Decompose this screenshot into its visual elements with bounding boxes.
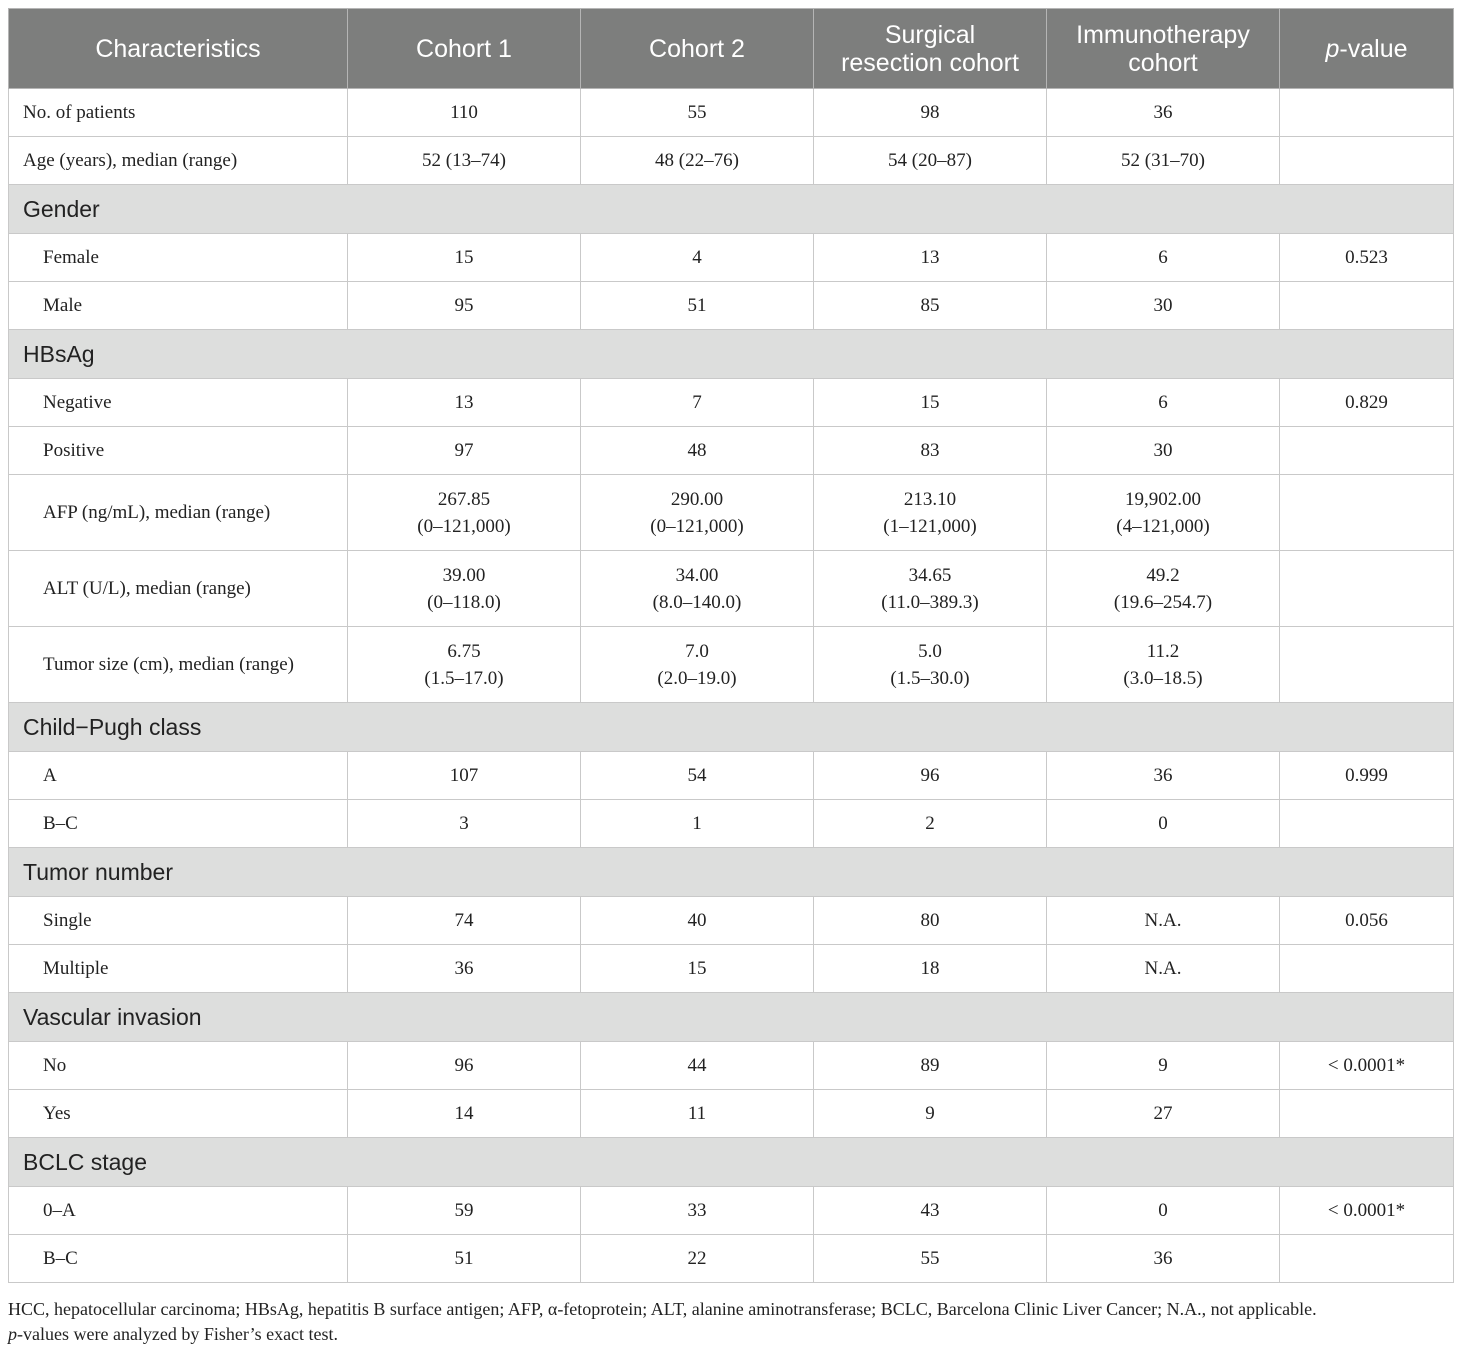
- cell-immunotherapy: 0: [1047, 800, 1280, 848]
- cell-cohort-2: [581, 475, 814, 551]
- cell-surgical-resection: [814, 475, 1047, 551]
- row-label: Single: [9, 897, 348, 945]
- header-surgical-line2: resection cohort: [841, 48, 1019, 77]
- cell-surgical-resection: 13: [814, 234, 1047, 282]
- table-row: [9, 379, 1454, 427]
- cell-immunotherapy: 30: [1047, 427, 1280, 475]
- header-row: [9, 9, 1454, 89]
- cell-cohort-2: [581, 551, 814, 627]
- cell-range: (1–121,000): [883, 515, 977, 537]
- cell-cohort-2: 22: [581, 1235, 814, 1283]
- footnote-abbreviations: HCC, hepatocellular carcinoma; HBsAg, hepatitis B surface antigen; AFP, α-fetoprotein; ALT, alanine aminotransferase; BCLC, Barcelona Clinic Liver Cancer; N.A., not applicable.: [8, 1299, 1317, 1319]
- cell-surgical-resection: 54 (20–87): [814, 137, 1047, 185]
- cell-cohort-1: 95: [348, 282, 581, 330]
- cell-cohort-2: 1: [581, 800, 814, 848]
- cell-range: (3.0–18.5): [1123, 667, 1203, 689]
- cell-surgical-resection: 2: [814, 800, 1047, 848]
- header-cohort-2: Cohort 2: [581, 9, 814, 89]
- cell-p-value: [1280, 800, 1454, 848]
- cell-surgical-resection: [814, 627, 1047, 703]
- cell-p-value: [1280, 282, 1454, 330]
- cell-cohort-1: 96: [348, 1042, 581, 1090]
- cell-p-value: [1280, 1235, 1454, 1283]
- cell-surgical-resection: 83: [814, 427, 1047, 475]
- cell-range: (2.0–19.0): [657, 667, 737, 689]
- table-row: [9, 234, 1454, 282]
- header-surgical-line1: Surgical: [884, 20, 976, 49]
- row-label: Female: [9, 234, 348, 282]
- table-row: [9, 945, 1454, 993]
- cell-p-value: [1280, 945, 1454, 993]
- cell-cohort-1: 52 (13–74): [348, 137, 581, 185]
- cell-median: 7.0: [685, 640, 709, 662]
- cell-cohort-2: 48: [581, 427, 814, 475]
- cell-median: 34.00: [675, 564, 719, 586]
- cell-cohort-2: 33: [581, 1187, 814, 1235]
- header-p-value: [1280, 9, 1454, 89]
- row-label: 0–A: [9, 1187, 348, 1235]
- table-body: [9, 89, 1454, 1283]
- cell-immunotherapy: [1047, 551, 1280, 627]
- cell-median: 49.2: [1146, 564, 1180, 586]
- cell-surgical-resection: 85: [814, 282, 1047, 330]
- row-label: Negative: [9, 379, 348, 427]
- table-row: [9, 1235, 1454, 1283]
- table-row: [9, 752, 1454, 800]
- table-row: [9, 1042, 1454, 1090]
- table-row: [9, 551, 1454, 627]
- cell-immunotherapy: 36: [1047, 89, 1280, 137]
- section-row: [9, 848, 1454, 897]
- cell-range: (0–121,000): [417, 515, 511, 537]
- row-label: Tumor size (cm), median (range): [9, 627, 348, 703]
- cell-p-value: [1280, 551, 1454, 627]
- cell-surgical-resection: 43: [814, 1187, 1047, 1235]
- cell-cohort-2: 15: [581, 945, 814, 993]
- header-p-rest: -value: [1339, 34, 1408, 63]
- row-label: AFP (ng/mL), median (range): [9, 475, 348, 551]
- cell-immunotherapy: [1047, 627, 1280, 703]
- cell-cohort-1: 3: [348, 800, 581, 848]
- cell-cohort-1: [348, 627, 581, 703]
- table-row: [9, 427, 1454, 475]
- cell-immunotherapy: 30: [1047, 282, 1280, 330]
- cell-p-value: 0.056: [1280, 897, 1454, 945]
- section-label: HBsAg: [9, 330, 1454, 379]
- cell-cohort-1: 74: [348, 897, 581, 945]
- cell-immunotherapy: 6: [1047, 234, 1280, 282]
- cell-cohort-1: [348, 475, 581, 551]
- cell-surgical-resection: 15: [814, 379, 1047, 427]
- cell-immunotherapy: 6: [1047, 379, 1280, 427]
- cell-p-value: [1280, 627, 1454, 703]
- row-label: Yes: [9, 1090, 348, 1138]
- cell-range: (4–121,000): [1116, 515, 1210, 537]
- cell-cohort-2: 51: [581, 282, 814, 330]
- cell-p-value: [1280, 427, 1454, 475]
- table-row: [9, 89, 1454, 137]
- table-row: [9, 897, 1454, 945]
- cell-surgical-resection: 18: [814, 945, 1047, 993]
- cell-immunotherapy: 27: [1047, 1090, 1280, 1138]
- table-footnote: [8, 1297, 1453, 1347]
- row-label: A: [9, 752, 348, 800]
- cell-cohort-1: 59: [348, 1187, 581, 1235]
- cell-cohort-1: 97: [348, 427, 581, 475]
- cell-surgical-resection: 55: [814, 1235, 1047, 1283]
- cell-cohort-2: 4: [581, 234, 814, 282]
- cell-immunotherapy: 36: [1047, 1235, 1280, 1283]
- cell-surgical-resection: 98: [814, 89, 1047, 137]
- table-row: [9, 137, 1454, 185]
- cell-range: (11.0–389.3): [881, 591, 979, 613]
- cell-cohort-1: 36: [348, 945, 581, 993]
- section-row: [9, 993, 1454, 1042]
- section-label: Tumor number: [9, 848, 1454, 897]
- cell-p-value: < 0.0001*: [1280, 1187, 1454, 1235]
- cell-p-value: 0.829: [1280, 379, 1454, 427]
- cell-median: 6.75: [447, 640, 481, 662]
- cell-immunotherapy: N.A.: [1047, 945, 1280, 993]
- row-label: Age (years), median (range): [9, 137, 348, 185]
- cell-p-value: [1280, 137, 1454, 185]
- cell-range: (0–118.0): [427, 591, 501, 613]
- section-row: [9, 330, 1454, 379]
- section-label: Vascular invasion: [9, 993, 1454, 1042]
- table-row: [9, 1187, 1454, 1235]
- section-row: [9, 703, 1454, 752]
- row-label: Multiple: [9, 945, 348, 993]
- cell-cohort-2: 44: [581, 1042, 814, 1090]
- cell-p-value: 0.999: [1280, 752, 1454, 800]
- cell-p-value: 0.523: [1280, 234, 1454, 282]
- cell-immunotherapy: N.A.: [1047, 897, 1280, 945]
- cell-cohort-1: 107: [348, 752, 581, 800]
- table-row: [9, 282, 1454, 330]
- row-label: B–C: [9, 1235, 348, 1283]
- header-immuno-line1: Immunotherapy: [1076, 20, 1250, 49]
- cell-cohort-2: 55: [581, 89, 814, 137]
- section-row: [9, 185, 1454, 234]
- section-label: BCLC stage: [9, 1138, 1454, 1187]
- row-label: Male: [9, 282, 348, 330]
- footnote-p-italic: p: [8, 1324, 17, 1344]
- cell-immunotherapy: 36: [1047, 752, 1280, 800]
- cell-surgical-resection: 96: [814, 752, 1047, 800]
- cell-cohort-1: 14: [348, 1090, 581, 1138]
- cell-range: (0–121,000): [650, 515, 744, 537]
- table-row: [9, 1090, 1454, 1138]
- cell-cohort-2: 11: [581, 1090, 814, 1138]
- cell-p-value: [1280, 475, 1454, 551]
- cell-immunotherapy: [1047, 475, 1280, 551]
- cell-median: 267.85: [437, 488, 491, 510]
- footnote-p-rest: -values were analyzed by Fisher’s exact test.: [17, 1324, 339, 1344]
- row-label: Positive: [9, 427, 348, 475]
- row-label: B–C: [9, 800, 348, 848]
- header-immuno-line2: cohort: [1128, 48, 1198, 77]
- cell-range: (19.6–254.7): [1113, 591, 1213, 613]
- header-cohort-1: Cohort 1: [348, 9, 581, 89]
- cell-cohort-2: [581, 627, 814, 703]
- cell-range: (8.0–140.0): [652, 591, 742, 613]
- cell-median: 39.00: [442, 564, 486, 586]
- table-row: [9, 627, 1454, 703]
- table-row: [9, 800, 1454, 848]
- cell-median: 19,902.00: [1125, 488, 1201, 510]
- cell-surgical-resection: 80: [814, 897, 1047, 945]
- section-row: [9, 1138, 1454, 1187]
- cell-immunotherapy: 52 (31–70): [1047, 137, 1280, 185]
- cell-p-value: [1280, 89, 1454, 137]
- cell-cohort-2: 40: [581, 897, 814, 945]
- cell-cohort-1: 15: [348, 234, 581, 282]
- cell-cohort-2: 48 (22–76): [581, 137, 814, 185]
- table-header: [9, 9, 1454, 89]
- cell-cohort-1: 13: [348, 379, 581, 427]
- table-row: [9, 475, 1454, 551]
- cell-range: (1.5–17.0): [424, 667, 504, 689]
- cell-median: 5.0: [918, 640, 942, 662]
- characteristics-table: [8, 8, 1454, 1283]
- cell-median: 213.10: [903, 488, 957, 510]
- cell-immunotherapy: 0: [1047, 1187, 1280, 1235]
- header-surgical-resection-cohort: [814, 9, 1047, 89]
- cell-surgical-resection: 9: [814, 1090, 1047, 1138]
- row-label: ALT (U/L), median (range): [9, 551, 348, 627]
- row-label: No. of patients: [9, 89, 348, 137]
- cell-cohort-1: 51: [348, 1235, 581, 1283]
- footnote-statistics: [8, 1322, 1453, 1347]
- row-label: No: [9, 1042, 348, 1090]
- cell-median: 290.00: [670, 488, 724, 510]
- cell-range: (1.5–30.0): [890, 667, 970, 689]
- cell-surgical-resection: 89: [814, 1042, 1047, 1090]
- cell-cohort-2: 54: [581, 752, 814, 800]
- header-immunotherapy-cohort: [1047, 9, 1280, 89]
- cell-cohort-2: 7: [581, 379, 814, 427]
- cell-median: 11.2: [1146, 640, 1180, 662]
- cell-p-value: < 0.0001*: [1280, 1042, 1454, 1090]
- section-label: Gender: [9, 185, 1454, 234]
- header-characteristics: Characteristics: [9, 9, 348, 89]
- cell-surgical-resection: [814, 551, 1047, 627]
- cell-p-value: [1280, 1090, 1454, 1138]
- cell-cohort-1: [348, 551, 581, 627]
- cell-cohort-1: 110: [348, 89, 581, 137]
- cell-immunotherapy: 9: [1047, 1042, 1280, 1090]
- header-p-italic: p: [1325, 34, 1340, 63]
- cell-median: 34.65: [908, 564, 952, 586]
- section-label: Child−Pugh class: [9, 703, 1454, 752]
